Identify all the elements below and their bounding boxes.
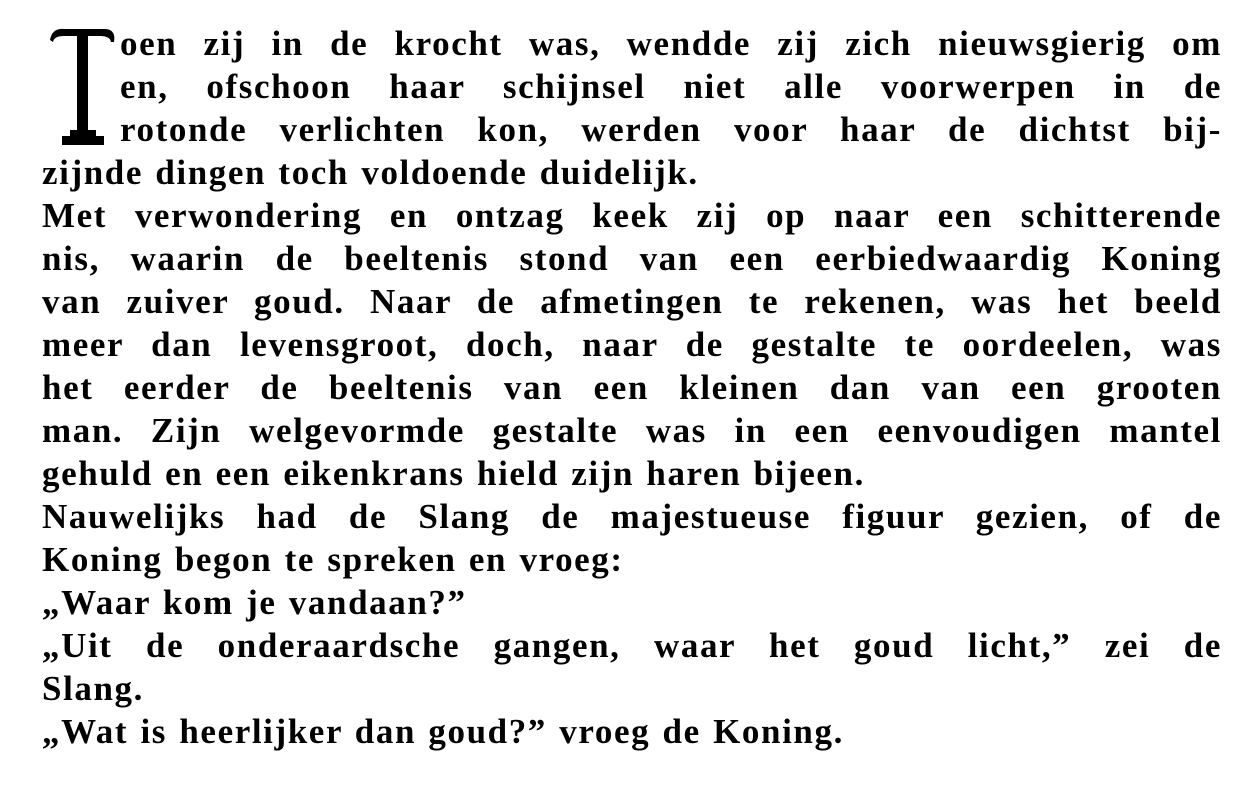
text-line: Met verwondering en ontzag keek zij op naar een schitterende bbox=[42, 196, 1222, 235]
text-line: „Uit de onderaardsche gangen, waar het goud licht,” zei de bbox=[42, 626, 1222, 665]
text-line: meer dan levensgroot, doch, naar de gestalte te oordeelen, was bbox=[42, 325, 1222, 364]
paragraph-6 bbox=[42, 710, 1222, 753]
text-line: gehuld en een eikenkrans hield zijn haren bijeen. bbox=[42, 454, 865, 493]
text-line: rotonde verlichten kon, werden voor haar de dichtst bij- bbox=[120, 110, 1222, 149]
paragraph-5 bbox=[42, 624, 1222, 710]
drop-cap-glyph bbox=[48, 26, 116, 156]
drop-cap bbox=[48, 26, 116, 156]
text-line: oen zij in de krocht was, wendde zij zich nieuwsgierig om bbox=[120, 24, 1222, 63]
document-page bbox=[42, 22, 1222, 753]
text-line: Nauwelijks had de Slang de majestueuse figuur gezien, of de bbox=[42, 497, 1222, 536]
text-line: „Waar kom je vandaan?” bbox=[42, 583, 467, 622]
paragraph-4 bbox=[42, 581, 1222, 624]
text-line: het eerder de beeltenis van een kleinen dan van een grooten bbox=[42, 368, 1222, 407]
text-line: man. Zijn welgevormde gestalte was in een eenvoudigen mantel bbox=[42, 411, 1222, 450]
paragraph-2 bbox=[42, 194, 1222, 495]
paragraph-1 bbox=[42, 22, 1222, 194]
text-line: „Wat is heerlijker dan goud?” vroeg de Koning. bbox=[42, 712, 844, 751]
text-line: Slang. bbox=[42, 669, 145, 708]
text-line: en, ofschoon haar schijnsel niet alle voorwerpen in de bbox=[120, 67, 1222, 106]
text-line: van zuiver goud. Naar de afmetingen te rekenen, was het beeld bbox=[42, 282, 1222, 321]
text-line: zijnde dingen toch voldoende duidelijk. bbox=[42, 153, 699, 192]
paragraph-3 bbox=[42, 495, 1222, 581]
text-line: nis, waarin de beeltenis stond van een eerbiedwaardig Koning bbox=[42, 239, 1222, 278]
text-line: Koning begon te spreken en vroeg: bbox=[42, 540, 624, 579]
